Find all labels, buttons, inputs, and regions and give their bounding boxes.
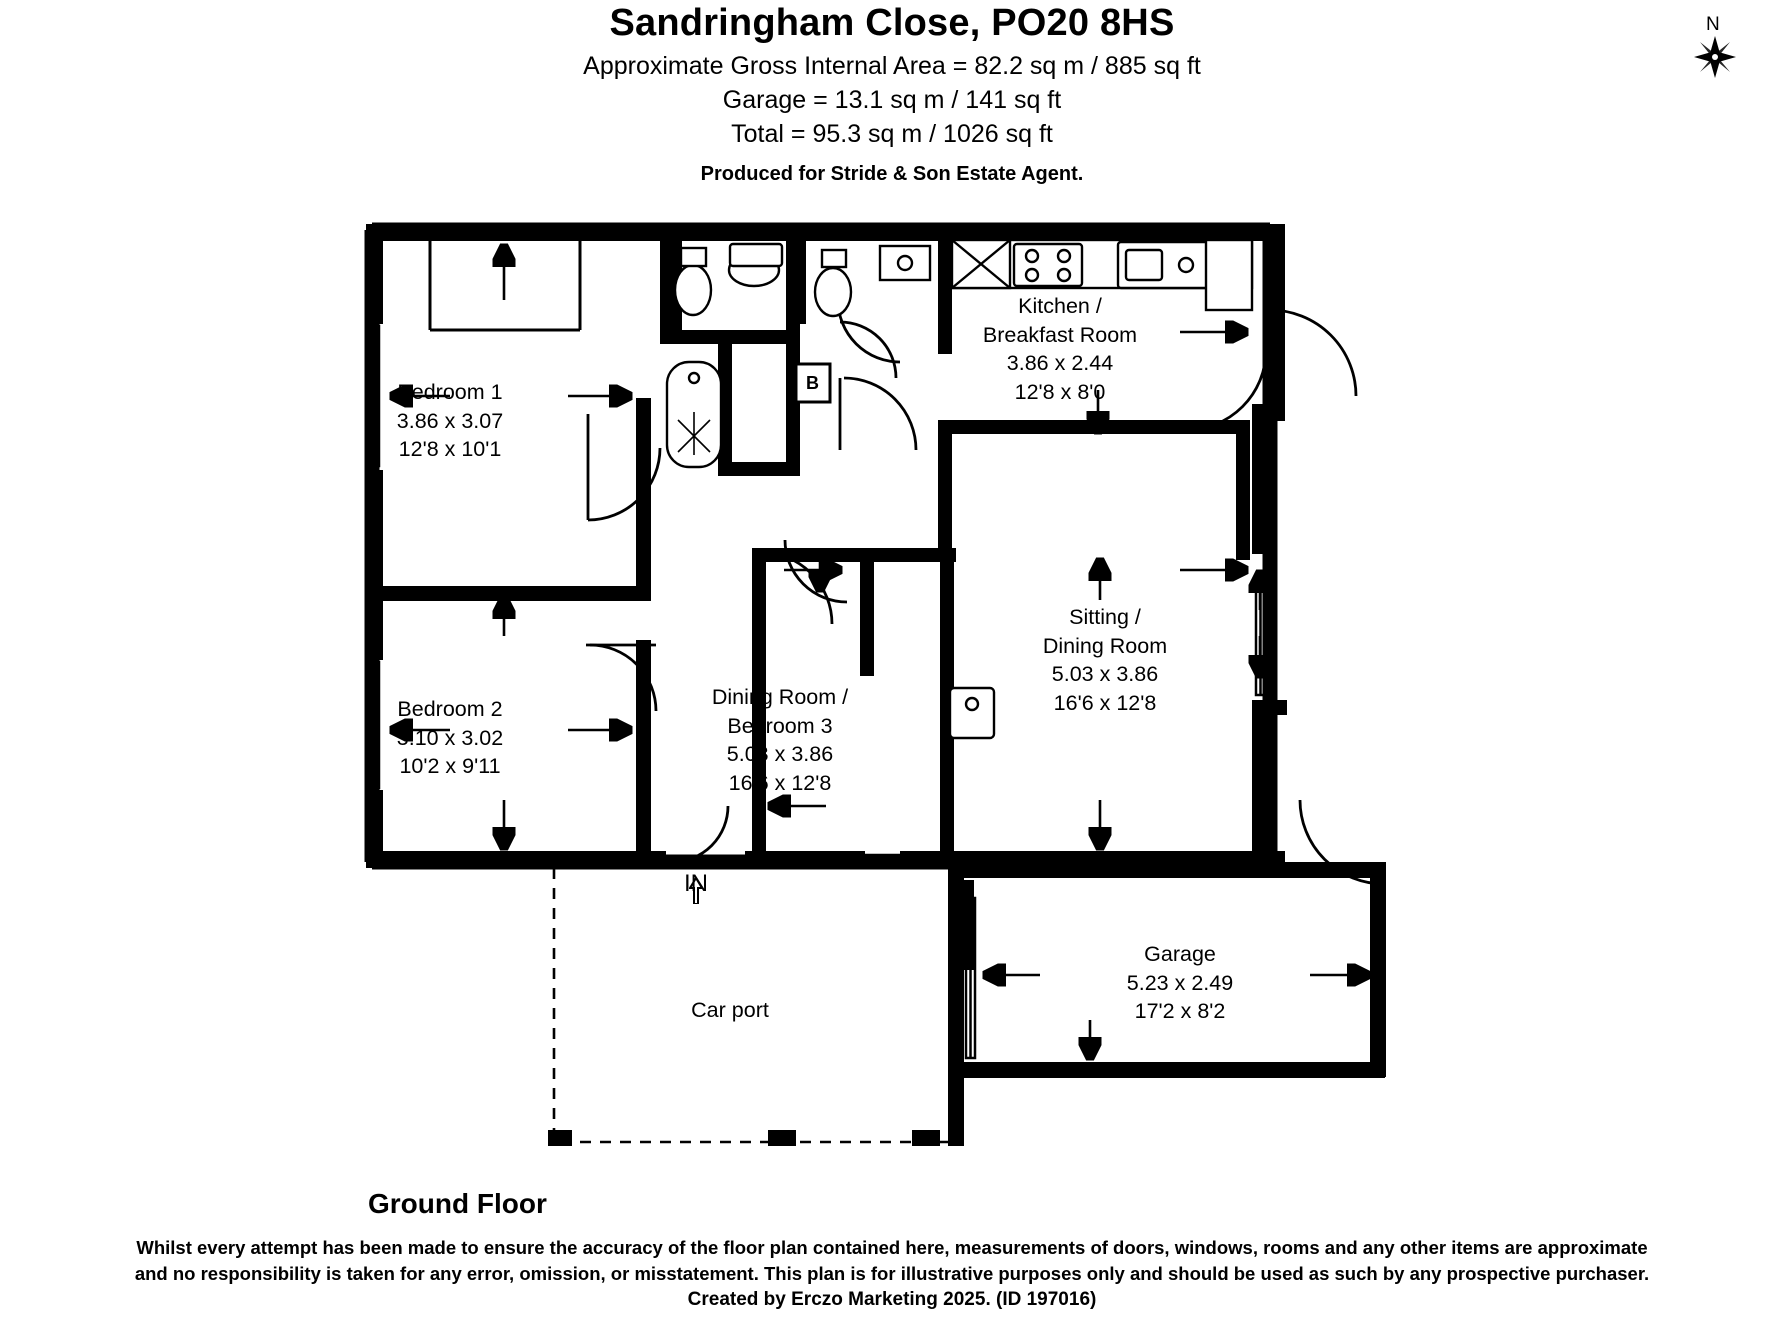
credit-text: Created by Erczo Marketing 2025. (ID 197016) [687,1289,1097,1310]
room-imperial: 12'8 x 10'1 [398,437,502,462]
room-label-garage [1060,940,1300,1026]
compass-north-label: N [1706,14,1720,35]
boiler-cupboard-label: B [806,373,819,393]
room-name: Bedroom 2 [397,697,503,721]
total-area-text: Total = 95.3 sq m / 1026 sq ft [731,120,1053,148]
disclaimer-line-2: and no responsibility is taken for any error, omission, or misstatement. This plan is for illustrative purposes only and should be used as such by any prospective purchaser. [134,1262,1650,1284]
room-name-2: Dining Room [1042,633,1168,658]
room-metric: 5.03 x 3.86 [726,742,834,767]
room-imperial: 17'2 x 8'2 [1134,999,1226,1024]
room-imperial: 10'2 x 9'11 [399,754,501,779]
entrance-label: IN [684,870,708,897]
produced-for-text: Produced for Stride & Son Estate Agent. [700,163,1084,185]
room-metric: 3.86 x 2.44 [1006,351,1114,376]
room-name: Bedroom 1 [397,380,503,404]
room-name-2: Bedroom 3 [727,713,833,738]
room-label-sitting-dining-room [985,603,1225,717]
room-name: Dining Room / [711,685,849,709]
garage-area-text: Garage = 13.1 sq m / 141 sq ft [722,86,1062,114]
room-imperial: 12'8 x 8'0 [1014,379,1106,404]
room-label-car-port [640,996,820,1025]
room-name: Car port [691,998,769,1022]
room-label-kitchen-breakfast-room [930,292,1190,406]
room-metric: 5.03 x 3.86 [1051,662,1159,687]
room-name: Kitchen / [1018,294,1102,318]
room-metric: 3.86 x 3.07 [396,408,504,433]
disclaimer-line-1: Whilst every attempt has been made to ensure the accuracy of the floor plan contained here, measurements of doors, windows, rooms and any other items are approximate [136,1237,1648,1258]
disclaimer-text [0,1235,1784,1286]
room-metric: 3.10 x 3.02 [396,725,504,750]
room-metric: 5.23 x 2.49 [1126,970,1234,995]
room-label-bedroom-1 [330,378,570,464]
room-name-2: Breakfast Room [982,322,1138,347]
page-title: Sandringham Close, PO20 8HS [609,2,1175,44]
room-imperial: 16'6 x 12'8 [728,770,832,795]
room-name: Garage [1144,942,1216,966]
room-label-bedroom-2 [330,695,570,781]
gross-internal-area-text: Approximate Gross Internal Area = 82.2 sq m / 885 sq ft [583,52,1201,80]
room-imperial: 16'6 x 12'8 [1053,690,1157,715]
floor-label: Ground Floor [368,1188,547,1219]
room-name: Sitting / [1069,605,1141,629]
room-label-dining-room-bedroom-3 [655,683,905,797]
